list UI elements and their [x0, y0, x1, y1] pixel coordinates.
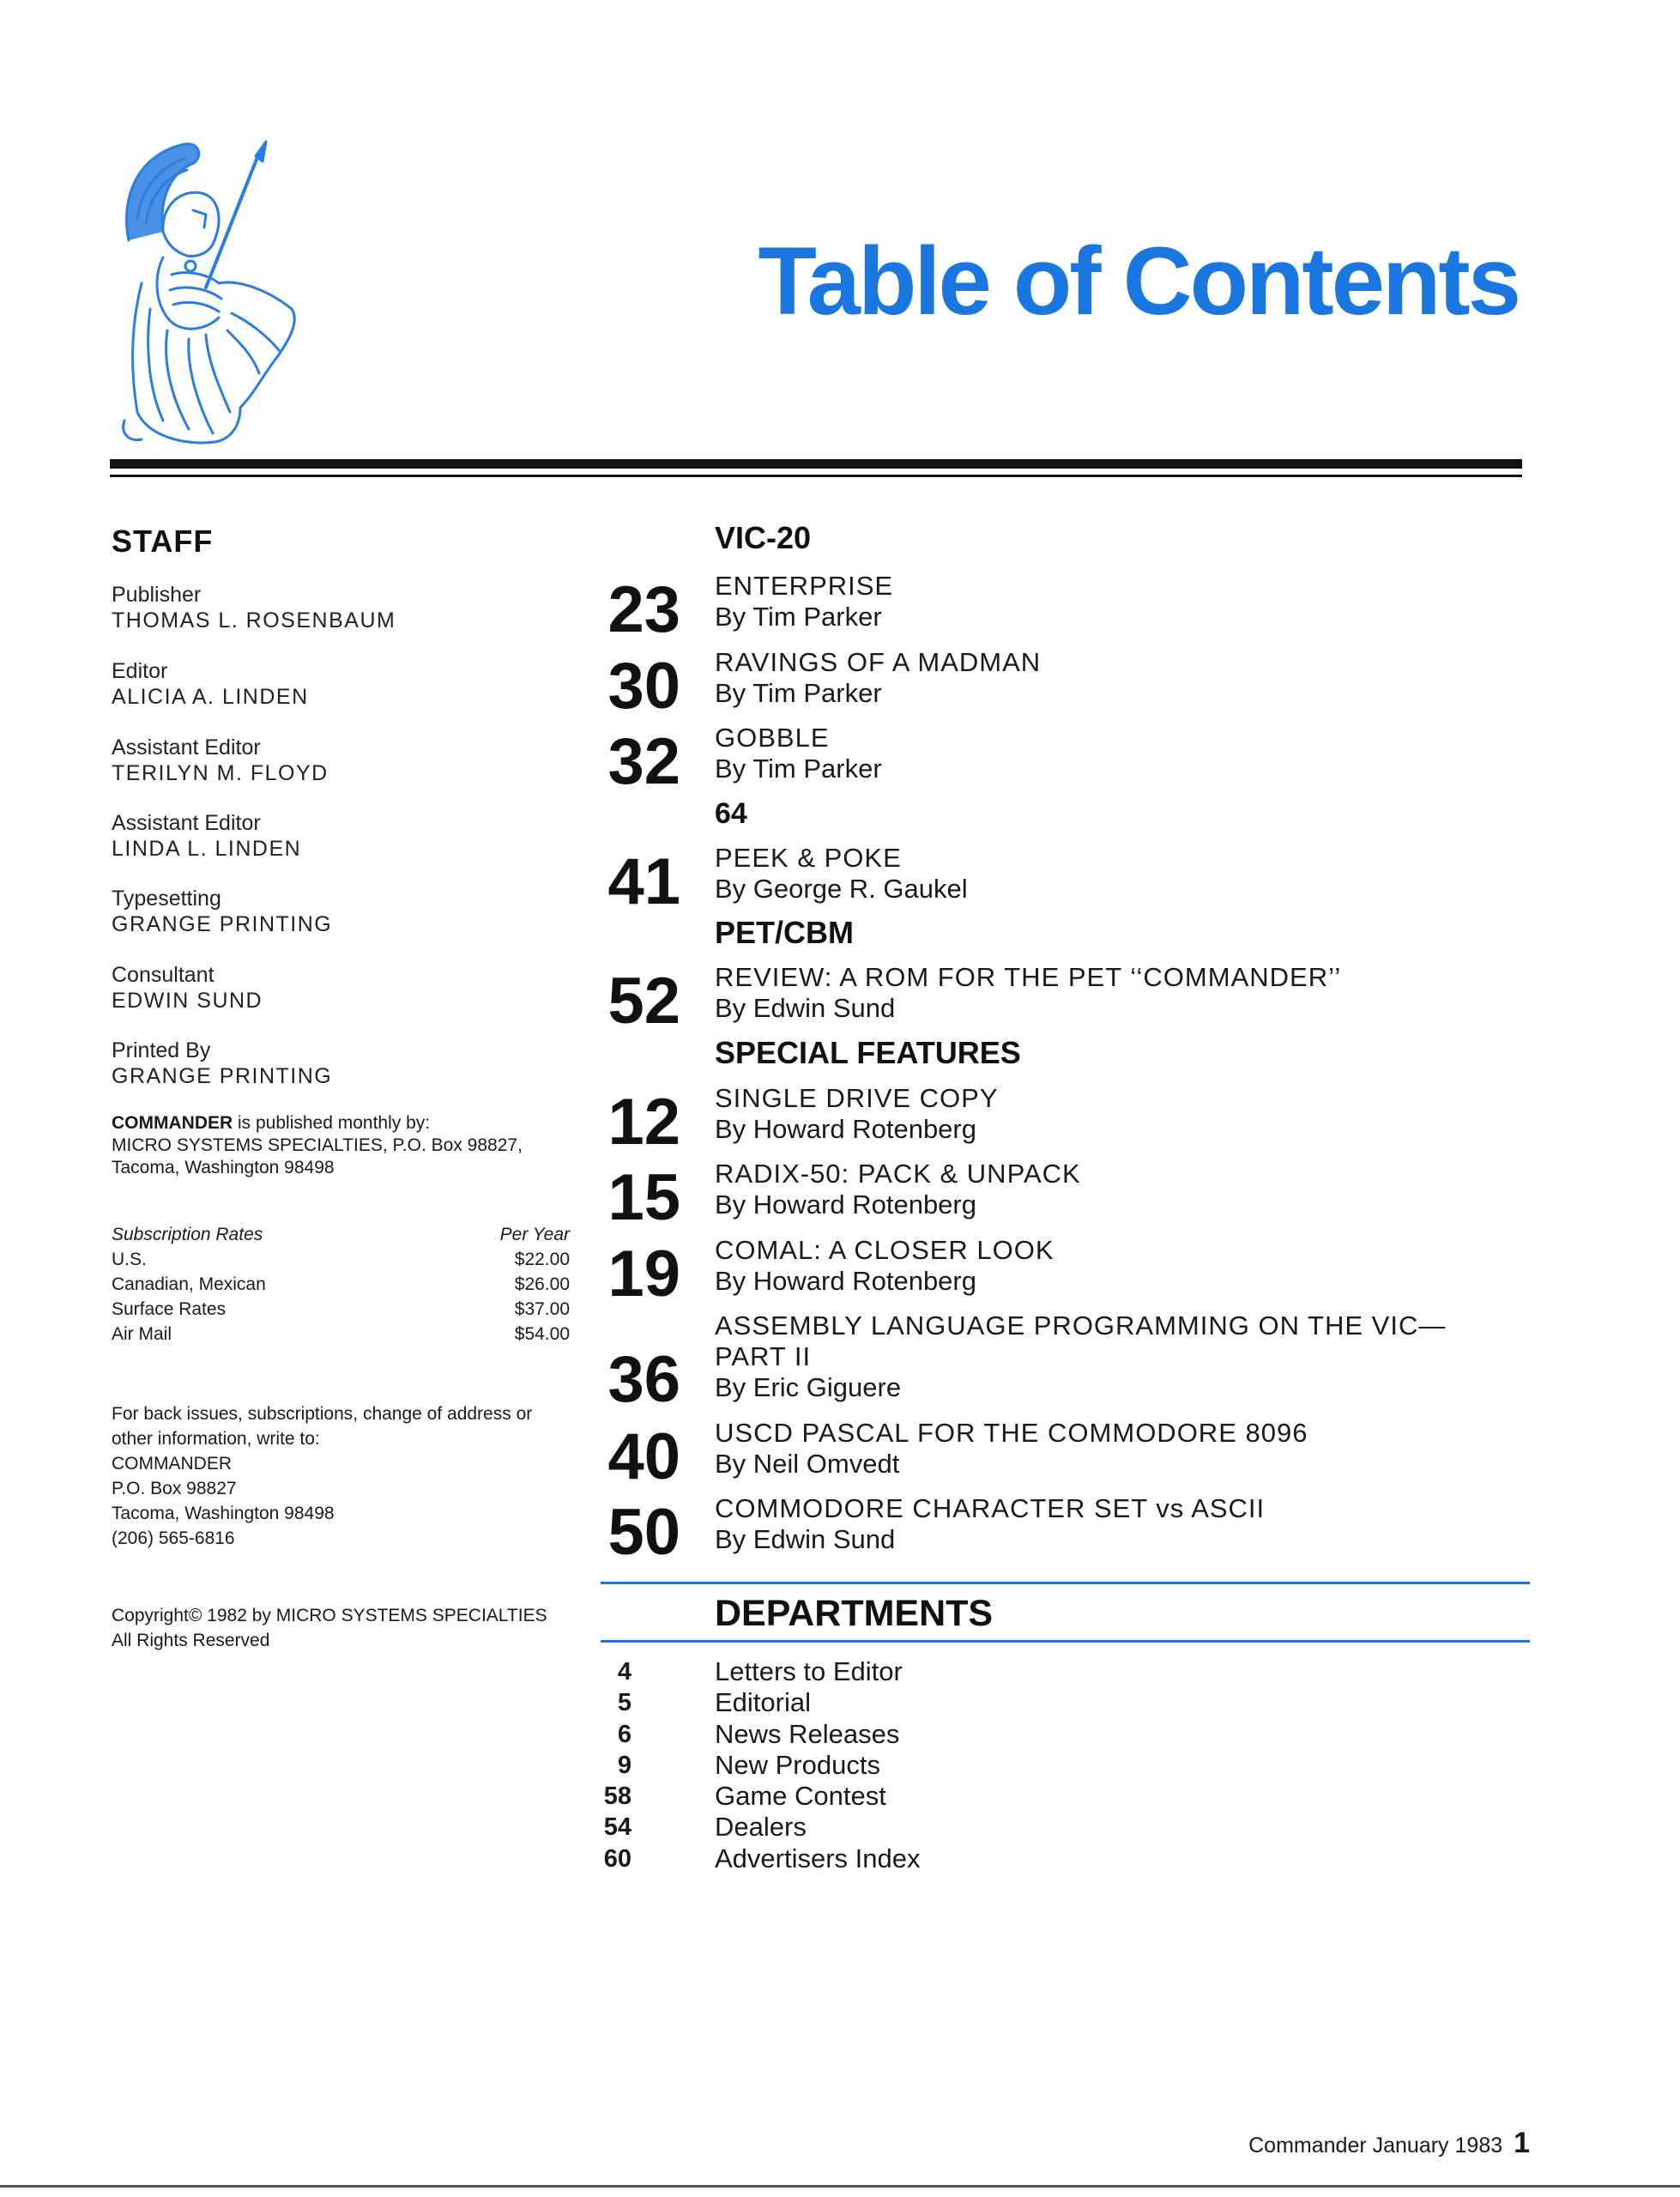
staff-entry-printed-by [112, 1038, 332, 1089]
department-page: 4 [617, 1658, 632, 1686]
department-page: 5 [617, 1689, 632, 1717]
article-byline: By Tim Parker [715, 678, 882, 708]
page-footer [1248, 2127, 1530, 2160]
copyright-line: All Rights Reserved [112, 1631, 270, 1650]
contact-line: For back issues, subscriptions, change of address or [112, 1404, 533, 1424]
toc-text [715, 1418, 1308, 1480]
department-item[interactable] [583, 1656, 1184, 1687]
header-rule-thick [110, 459, 1522, 469]
staff-name: GRANGE PRINTING [112, 1064, 333, 1088]
footer-text: Commander January 1983 [1248, 2133, 1503, 2158]
toc-page-number: 30 [607, 650, 680, 723]
article-title: GOBBLE [715, 723, 830, 753]
rate-price: $26.00 [514, 1274, 570, 1294]
staff-name: THOMAS L. ROSENBAUM [112, 608, 396, 632]
staff-role: Editor [112, 659, 168, 683]
toc-page-number: 15 [607, 1161, 680, 1234]
article-byline: By Edwin Sund [715, 1524, 896, 1554]
rate-label: Surface Rates [112, 1299, 227, 1319]
toc-text [715, 723, 882, 784]
department-item[interactable] [583, 1812, 1184, 1843]
section-heading-pet-cbm: PET/CBM [715, 915, 854, 950]
staff-role: Typesetting [112, 887, 221, 911]
toc-text [715, 962, 1341, 1024]
toc-text [715, 1493, 1265, 1555]
toc-text [715, 1310, 1446, 1403]
staff-entry-editor [112, 658, 309, 710]
rates-row [112, 1324, 570, 1349]
toc-page-number: 41 [607, 845, 680, 918]
article-byline: By Edwin Sund [715, 993, 896, 1023]
department-page: 54 [603, 1813, 632, 1842]
magazine-name: COMMANDER [112, 1113, 233, 1133]
article-title: COMAL: A CLOSER LOOK [715, 1235, 1055, 1265]
staff-role: Assistant Editor [112, 735, 261, 760]
department-label: Advertisers Index [715, 1843, 921, 1873]
department-page: 60 [603, 1844, 632, 1873]
article-byline: By Eric Giguere [715, 1372, 902, 1402]
staff-entry-assistant-editor-2 [112, 810, 301, 862]
department-label: Letters to Editor [715, 1656, 903, 1686]
toc-text [715, 1159, 1081, 1220]
copyright-notice [112, 1603, 609, 1653]
section-heading-vic-20: VIC-20 [715, 520, 812, 555]
toc-page-number: 19 [607, 1238, 680, 1310]
toc-page-number: 32 [607, 725, 680, 798]
toc-page-number: 52 [607, 965, 680, 1038]
staff-name: ALICIA A. LINDEN [112, 685, 309, 709]
departments-rule-bottom [601, 1640, 1530, 1643]
staff-entry-assistant-editor-1 [112, 735, 329, 786]
spartan-warrior-icon [112, 137, 309, 451]
toc-page-number: 23 [607, 573, 680, 646]
article-byline: By George R. Gaukel [715, 874, 968, 904]
toc-page-number: 50 [607, 1496, 680, 1569]
contact-line: P.O. Box 98827 [112, 1479, 237, 1498]
article-byline: By Tim Parker [715, 602, 882, 632]
article-title: ENTERPRISE [715, 571, 894, 601]
staff-role: Printed By [112, 1038, 211, 1062]
staff-entry-consultant [112, 962, 263, 1014]
staff-role: Assistant Editor [112, 811, 261, 835]
staff-heading: STAFF [112, 524, 214, 559]
publication-line-3: Tacoma, Washington 98498 [112, 1158, 335, 1177]
department-label: Editorial [715, 1687, 811, 1718]
article-byline: By Howard Rotenberg [715, 1189, 976, 1220]
section-heading-64: 64 [715, 797, 747, 830]
rate-label: Canadian, Mexican [112, 1274, 266, 1294]
article-title: USCD PASCAL FOR THE COMMODORE 8096 [715, 1418, 1308, 1448]
toc-page-number: 36 [607, 1343, 680, 1416]
contact-line: COMMANDER [112, 1454, 232, 1474]
article-title: SINGLE DRIVE COPY [715, 1083, 999, 1113]
footer-page-number: 1 [1514, 2127, 1530, 2159]
article-byline: By Neil Omvedt [715, 1449, 900, 1479]
toc-page-number: 12 [607, 1086, 680, 1159]
staff-role: Consultant [112, 963, 215, 987]
department-item[interactable] [583, 1750, 1184, 1781]
toc-page-number: 40 [607, 1420, 680, 1493]
page-title: Table of Contents [758, 227, 1519, 335]
department-item[interactable] [583, 1843, 1184, 1874]
bottom-edge-rule [0, 2185, 1680, 2188]
staff-entry-publisher [112, 582, 396, 633]
article-title-continued: PART II [715, 1341, 812, 1371]
rates-row [112, 1274, 570, 1299]
article-title: REVIEW: A ROM FOR THE PET ‘‘COMMANDER’’ [715, 962, 1342, 992]
article-title: RAVINGS OF A MADMAN [715, 647, 1042, 677]
department-label: New Products [715, 1749, 880, 1780]
article-title: PEEK & POKE [715, 843, 902, 873]
section-heading-special-features: SPECIAL FEATURES [715, 1035, 1021, 1070]
copyright-line: Copyright© 1982 by MICRO SYSTEMS SPECIALTIES [112, 1606, 547, 1625]
contact-info [112, 1401, 592, 1551]
department-label: Game Contest [715, 1781, 886, 1812]
staff-name: LINDA L. LINDEN [112, 837, 302, 861]
rates-header [112, 1225, 570, 1250]
publication-line-2: MICRO SYSTEMS SPECIALTIES, P.O. Box 98827, [112, 1135, 523, 1155]
contact-phone: (206) 565-6816 [112, 1528, 235, 1548]
publication-info [112, 1112, 592, 1179]
article-title: ASSEMBLY LANGUAGE PROGRAMMING ON THE VIC— [715, 1310, 1447, 1341]
publication-line-1: is published monthly by: [233, 1113, 431, 1133]
subscription-rates [112, 1225, 570, 1349]
department-item[interactable] [583, 1719, 1184, 1750]
department-page: 9 [617, 1751, 632, 1779]
rates-header-left: Subscription Rates [112, 1225, 263, 1244]
article-title: COMMODORE CHARACTER SET vs ASCII [715, 1493, 1266, 1523]
contact-line: other information, write to: [112, 1429, 320, 1449]
staff-name: EDWIN SUND [112, 989, 263, 1013]
article-title: RADIX-50: PACK & UNPACK [715, 1159, 1081, 1189]
staff-name: TERILYN M. FLOYD [112, 761, 329, 785]
departments-rule-top [601, 1582, 1530, 1584]
header-rule-thin [110, 475, 1522, 477]
departments-heading: DEPARTMENTS [715, 1593, 994, 1634]
article-byline: By Howard Rotenberg [715, 1114, 976, 1144]
department-page: 58 [603, 1782, 632, 1811]
department-item[interactable] [583, 1781, 1184, 1812]
staff-name: GRANGE PRINTING [112, 912, 333, 936]
department-label: News Releases [715, 1718, 900, 1749]
contact-line: Tacoma, Washington 98498 [112, 1504, 335, 1523]
staff-role: Publisher [112, 583, 202, 607]
rate-label: U.S. [112, 1250, 147, 1269]
toc-text [715, 1235, 1055, 1297]
department-label: Dealers [715, 1812, 807, 1843]
rate-price: $37.00 [514, 1299, 570, 1319]
toc-text [715, 843, 968, 905]
article-byline: By Howard Rotenberg [715, 1266, 976, 1296]
article-byline: By Tim Parker [715, 754, 882, 784]
toc-text [715, 571, 893, 632]
toc-text [715, 647, 1041, 709]
department-page: 6 [617, 1720, 632, 1748]
rate-price: $22.00 [514, 1250, 570, 1269]
toc-text [715, 1083, 999, 1145]
rate-label: Air Mail [112, 1324, 172, 1344]
rates-row [112, 1250, 570, 1274]
department-item[interactable] [583, 1687, 1184, 1718]
rates-header-right: Per Year [499, 1225, 570, 1244]
rate-price: $54.00 [514, 1324, 570, 1344]
departments-list [583, 1656, 1184, 1874]
rates-row [112, 1299, 570, 1324]
staff-entry-typesetting [112, 886, 332, 937]
